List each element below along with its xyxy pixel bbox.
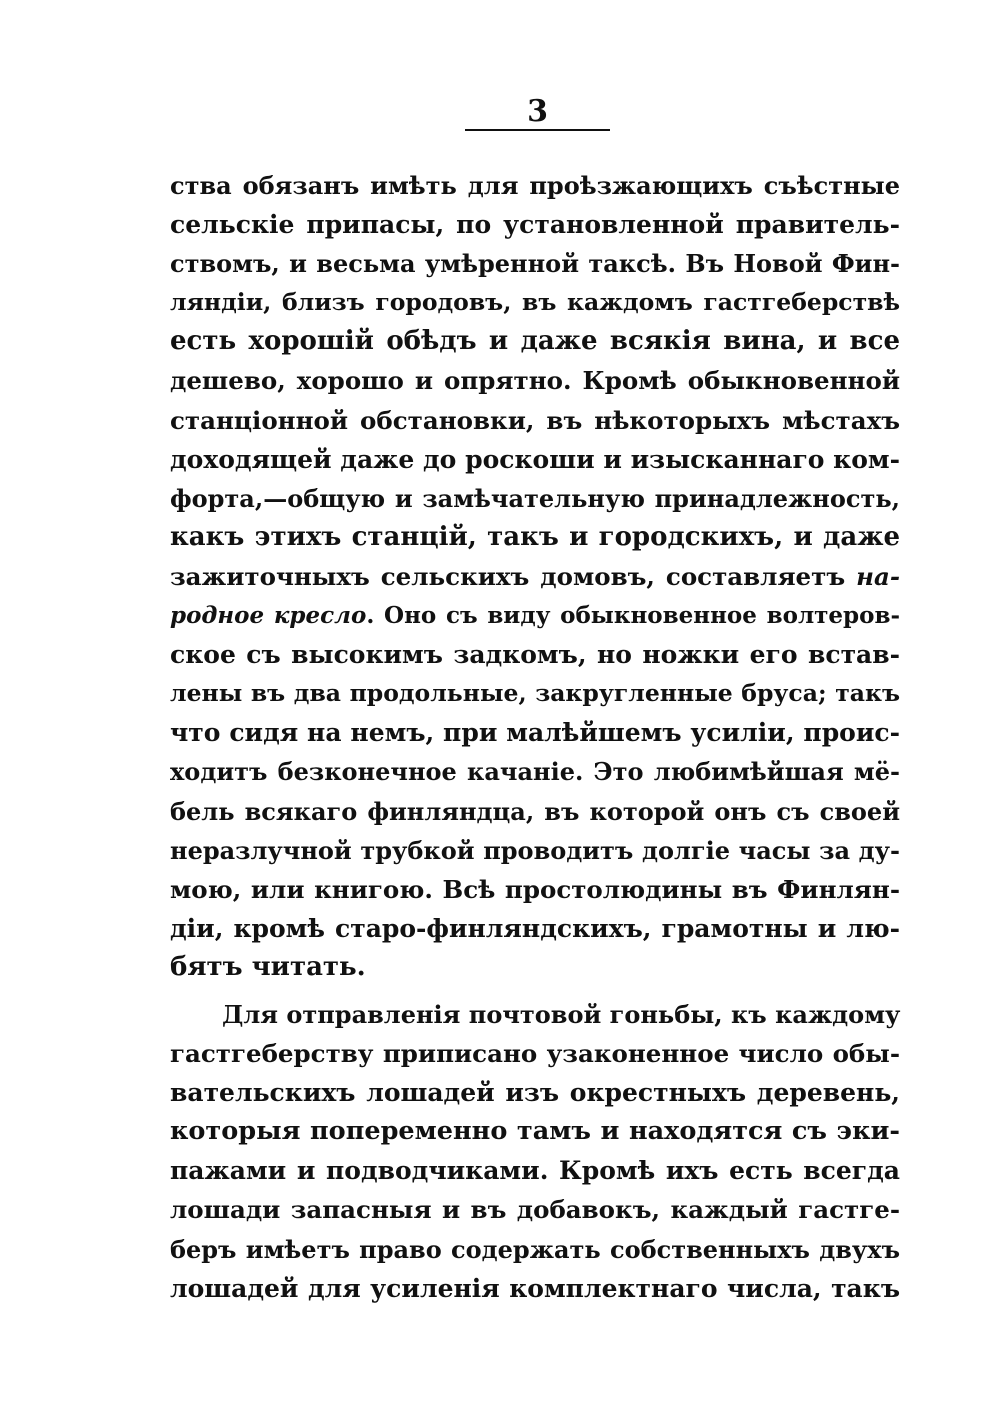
text-line: бель всякаго финляндца, въ которой онъ съ своей [170, 796, 900, 826]
text-line: станціонной обстановки, въ нѣкоторыхъ мѣстахъ [170, 405, 900, 435]
italic-term: на- [856, 561, 901, 591]
text-line: неразлучной трубкой проводитъ долгіе часы за ду- [170, 835, 900, 865]
text-line: есть хорошій обѣдъ и даже всякія вина, и все [170, 326, 900, 357]
text-line: діи, кромѣ старо-финляндскихъ, грамотны и лю- [170, 913, 900, 943]
text-line: лошадей для усиленія комплектнаго числа, такъ [170, 1273, 900, 1303]
text-line: беръ имѣетъ право содержать собственныхъ двухъ [170, 1234, 900, 1264]
page-number-rule [465, 129, 610, 131]
text-line: лены въ два продольные, закругленные бруса; такъ [170, 679, 900, 708]
text-line: сельскіе припасы, по установленной правитель- [170, 210, 900, 240]
text-line: форта,—общую и замѣчательную принадлежность, [170, 483, 900, 513]
text-line: которыя попеременно тамъ и находятся съ эки- [170, 1116, 900, 1147]
page-number: 3 [527, 94, 548, 129]
italic-term: родное кресло [170, 602, 367, 630]
text-segment: . Оно съ виду обыкновенное волтеров- [366, 602, 900, 630]
text-line: бятъ читать. [170, 951, 366, 982]
text-line: Для отправленія почтовой гоньбы, къ каждому [222, 999, 901, 1029]
paragraph-gap [170, 987, 900, 995]
text-line: дешево, хорошо и опрятно. Кромѣ обыкновенной [170, 366, 900, 396]
text-line: ствомъ, и весьма умѣренной таксѣ. Въ Новой Фин- [170, 249, 900, 279]
text-line: ходитъ безконечное качаніе. Это любимѣйшая мё- [170, 757, 900, 787]
text-line: гастгеберству приписано узаконенное число обы- [170, 1039, 900, 1069]
text-line: ляндіи, близъ городовъ, въ каждомъ гастгеберствѣ [170, 288, 900, 317]
text-line: вательскихъ лошадей изъ окрестныхъ деревень, [170, 1078, 900, 1108]
text-line: ское съ высокимъ задкомъ, но ножки его встав- [170, 640, 900, 670]
text-line: какъ этихъ станцій, такъ и городскихъ, и даже [170, 521, 900, 552]
text-line [170, 596, 900, 635]
text-line [170, 557, 900, 596]
text-line: доходящей даже до роскоши и изысканнаго ком- [170, 444, 900, 474]
text-line: что сидя на немъ, при малѣйшемъ усиліи, проис- [170, 718, 900, 748]
text-segment: зажиточныхъ сельскихъ домовъ, составляетъ [170, 561, 846, 591]
text-line: ства обязанъ имѣть для проѣзжающихъ съѣстные [170, 171, 900, 200]
text-line: мою, или книгою. Всѣ простолюдины въ Финлян- [170, 874, 900, 904]
body-text [170, 166, 900, 1308]
text-line: пажами и подводчиками. Кромѣ ихъ есть всегда [170, 1156, 900, 1186]
text-line: лошади запасныя и въ добавокъ, каждый гастге- [170, 1195, 900, 1225]
